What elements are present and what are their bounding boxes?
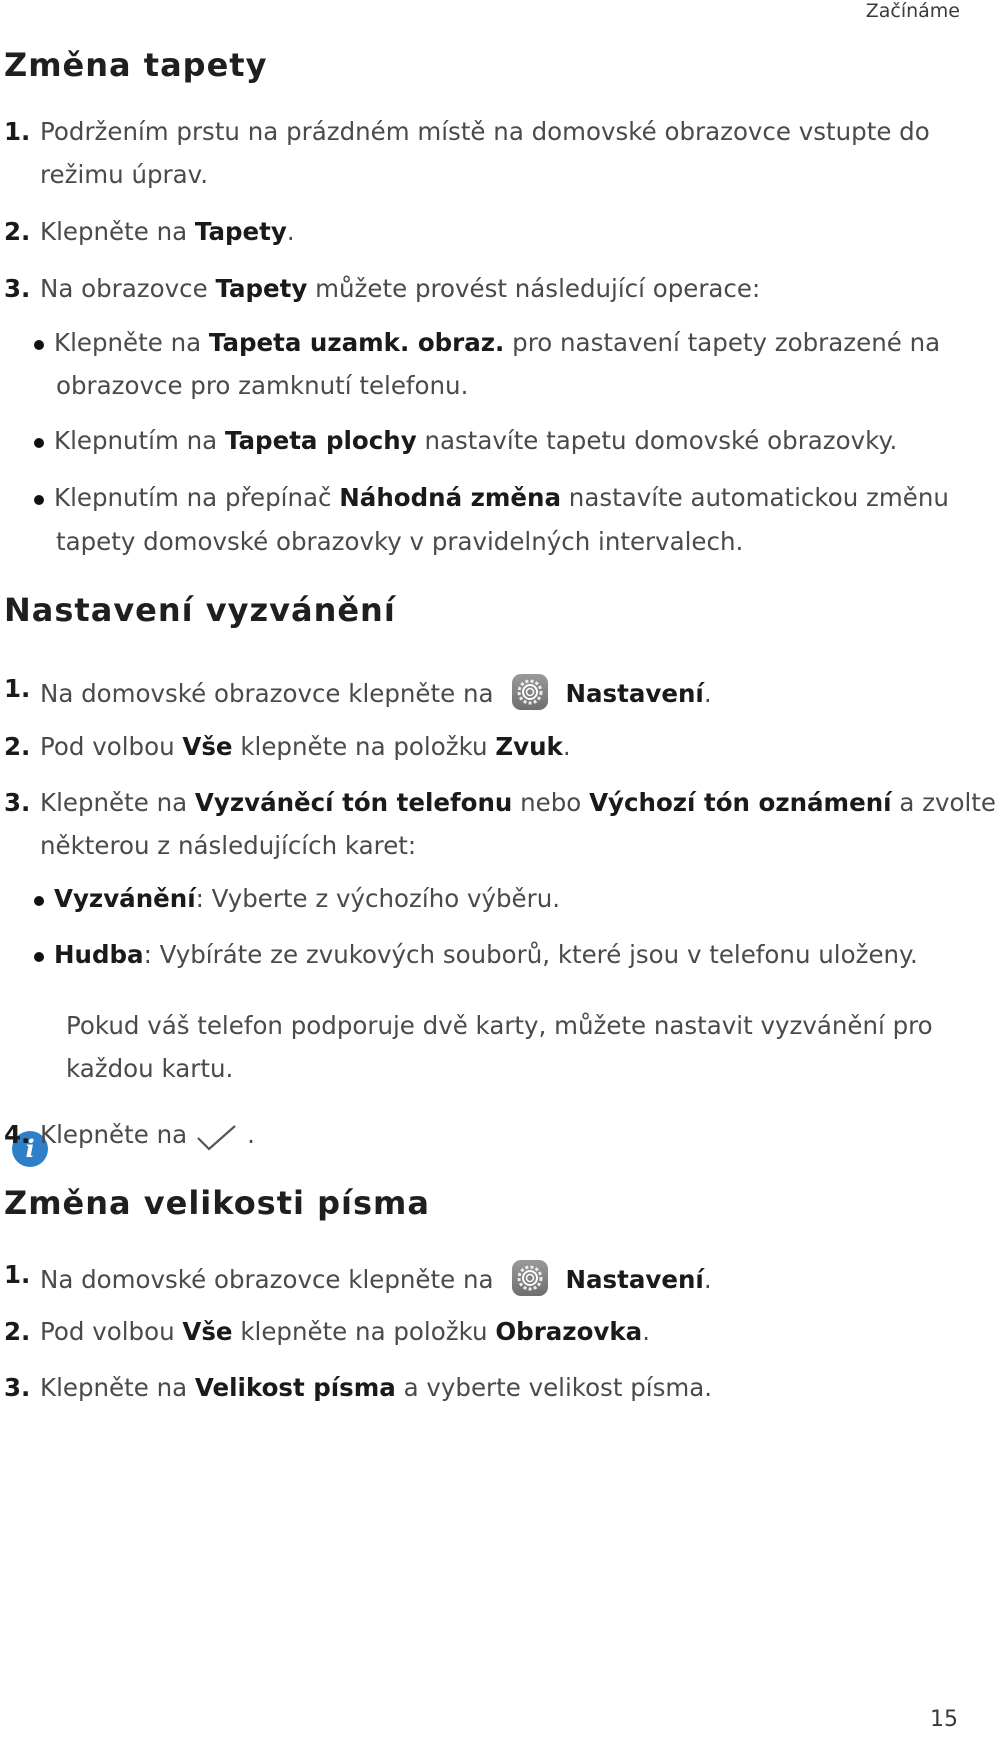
ui-term: Tapeta plochy <box>224 426 417 455</box>
running-header: Začínáme <box>865 0 960 22</box>
info-icon: i <box>12 1131 48 1167</box>
step-3-continuation: některou z následujících karet: <box>40 831 417 860</box>
bullet-text: Klepnutím na Tapeta plochy nastavíte tapetu domovské obrazovky. <box>54 426 898 455</box>
section-title-wallpaper: Změna tapety <box>4 46 268 84</box>
step-number: 3. <box>4 274 31 303</box>
note-text: Pokud váš telefon podporuje dvě karty, můžete nastavit vyzvánění pro <box>66 1011 933 1040</box>
step-text: Na obrazovce Tapety můžete provést následující operace: <box>40 274 761 303</box>
note-text-continuation: každou kartu. <box>66 1054 234 1083</box>
ui-term: Náhodná změna <box>339 483 562 512</box>
ui-term: Velikost písma <box>194 1373 396 1402</box>
step-1-continuation: režimu úprav. <box>40 160 209 189</box>
ui-term: Vše <box>182 732 233 761</box>
section-title-ringtone: Nastavení vyzvánění <box>4 591 396 629</box>
step-number: 3. <box>4 788 31 817</box>
step-text: Na domovské obrazovce klepněte na Nastavení. <box>40 674 712 710</box>
step-number: 3. <box>4 1373 31 1402</box>
bullet-icon <box>34 340 44 350</box>
ui-term: Tapety <box>215 274 308 303</box>
ui-term: Hudba <box>54 940 144 969</box>
ui-term: Výchozí tón oznámení <box>589 788 892 817</box>
bullet-icon <box>34 952 44 962</box>
step-number: 1. <box>4 117 31 146</box>
ui-term: Vše <box>182 1317 233 1346</box>
bullet-text: Klepněte na Tapeta uzamk. obraz. pro nastavení tapety zobrazené na <box>54 328 941 357</box>
step-text: Pod volbou Vše klepněte na položku Obrazovka. <box>40 1317 650 1346</box>
step-number: 2. <box>4 732 31 761</box>
ui-term: Nastavení <box>565 679 704 708</box>
settings-icon <box>512 674 548 710</box>
bullet-continuation: tapety domovské obrazovky v pravidelných intervalech. <box>56 527 744 556</box>
ui-term: Tapeta uzamk. obraz. <box>208 328 505 357</box>
bullet-text: Vyzvánění: Vyberte z výchozího výběru. <box>54 884 561 913</box>
settings-icon <box>512 1260 548 1296</box>
ui-term: Vyzváněcí tón telefonu <box>194 788 513 817</box>
ui-term: Vyzvánění <box>54 884 196 913</box>
bullet-text: Klepnutím na přepínač Náhodná změna nastavíte automatickou změnu <box>54 483 949 512</box>
section-title-font-size: Změna velikosti písma <box>4 1184 430 1222</box>
bullet-icon <box>34 896 44 906</box>
step-text: Klepněte na Velikost písma a vyberte velikost písma. <box>40 1373 713 1402</box>
step-text: Na domovské obrazovce klepněte na Nastavení. <box>40 1260 712 1296</box>
bullet-text: Hudba: Vybíráte ze zvukových souborů, které jsou v telefonu uloženy. <box>54 940 918 969</box>
step-number: 1. <box>4 674 31 703</box>
step-number: 4. <box>4 1120 31 1149</box>
step-text: Klepněte na Tapety. <box>40 217 295 246</box>
step-text: Klepněte na Vyzváněcí tón telefonu nebo Výchozí tón oznámení a zvolte <box>40 788 996 817</box>
ui-term: Tapety <box>194 217 287 246</box>
step-number: 2. <box>4 1317 31 1346</box>
bullet-icon <box>34 438 44 448</box>
ui-term: Zvuk <box>495 732 563 761</box>
step-number: 1. <box>4 1260 31 1289</box>
step-text: Klepněte na . <box>40 1120 255 1159</box>
check-icon <box>195 1123 239 1159</box>
bullet-continuation: obrazovce pro zamknutí telefonu. <box>56 371 469 400</box>
ui-term: Nastavení <box>565 1265 704 1294</box>
ui-term: Obrazovka <box>495 1317 643 1346</box>
step-number: 2. <box>4 217 31 246</box>
step-text: Podržením prstu na prázdném místě na domovské obrazovce vstupte do <box>40 117 930 146</box>
bullet-icon <box>34 495 44 505</box>
page-number: 15 <box>930 1707 958 1732</box>
step-text: Pod volbou Vše klepněte na položku Zvuk. <box>40 732 571 761</box>
